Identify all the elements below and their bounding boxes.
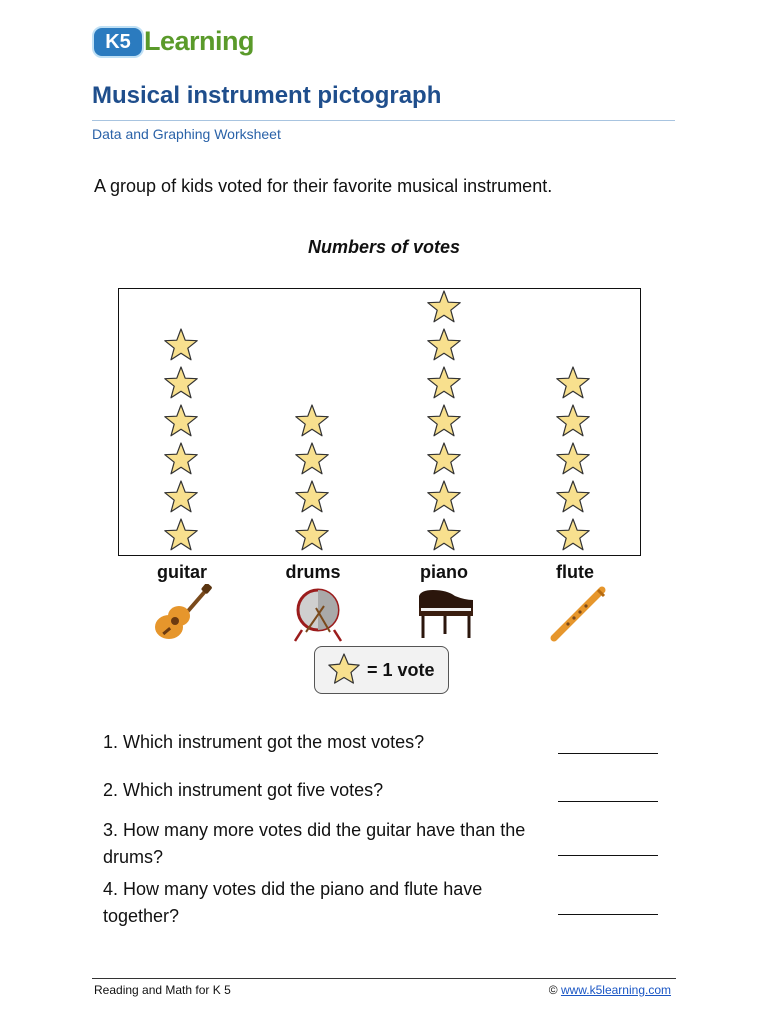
answer-line-4[interactable] <box>558 913 658 915</box>
key-star-icon <box>327 653 361 687</box>
pictograph-key <box>314 646 449 694</box>
page-subtitle: Data and Graphing Worksheet <box>92 126 281 142</box>
question-1: 1. Which instrument got the most votes? <box>103 732 425 752</box>
category-label-piano: piano <box>420 562 468 582</box>
website-link[interactable]: www.k5learning.com <box>560 983 671 997</box>
piano-icon <box>415 584 475 642</box>
question-2: 2. Which instrument got five votes? <box>103 780 384 800</box>
logo-badge: K5 <box>92 26 144 58</box>
k5-learning-logo <box>92 18 262 64</box>
footer-tagline: Reading and Math for K 5 <box>94 983 231 997</box>
flute-icon <box>548 584 608 642</box>
chart-title: Numbers of votes <box>307 237 461 257</box>
footer-divider <box>92 978 676 979</box>
question-3: 3. How many more votes did the guitar have than the drums? <box>103 820 526 867</box>
pictograph-frame <box>118 288 641 556</box>
question-4: 4. How many votes did the piano and flute have together? <box>103 879 483 926</box>
answer-line-3[interactable] <box>558 854 658 856</box>
footer-copyright <box>549 983 671 997</box>
guitar-icon <box>152 584 212 642</box>
category-label-drums: drums <box>285 562 341 582</box>
drum-icon <box>288 584 348 642</box>
category-label-guitar: guitar <box>156 562 207 582</box>
intro-text: A group of kids voted for their favorite musical instrument. <box>94 176 553 196</box>
key-text: = 1 vote <box>367 660 435 680</box>
category-label-flute: flute <box>556 562 594 582</box>
answer-line-2[interactable] <box>558 800 658 802</box>
copyright-symbol: © <box>548 983 558 997</box>
page-title: Musical instrument pictograph <box>92 82 442 109</box>
title-divider <box>92 120 675 121</box>
answer-line-1[interactable] <box>558 752 658 754</box>
logo-wordmark: Learning <box>144 26 255 56</box>
